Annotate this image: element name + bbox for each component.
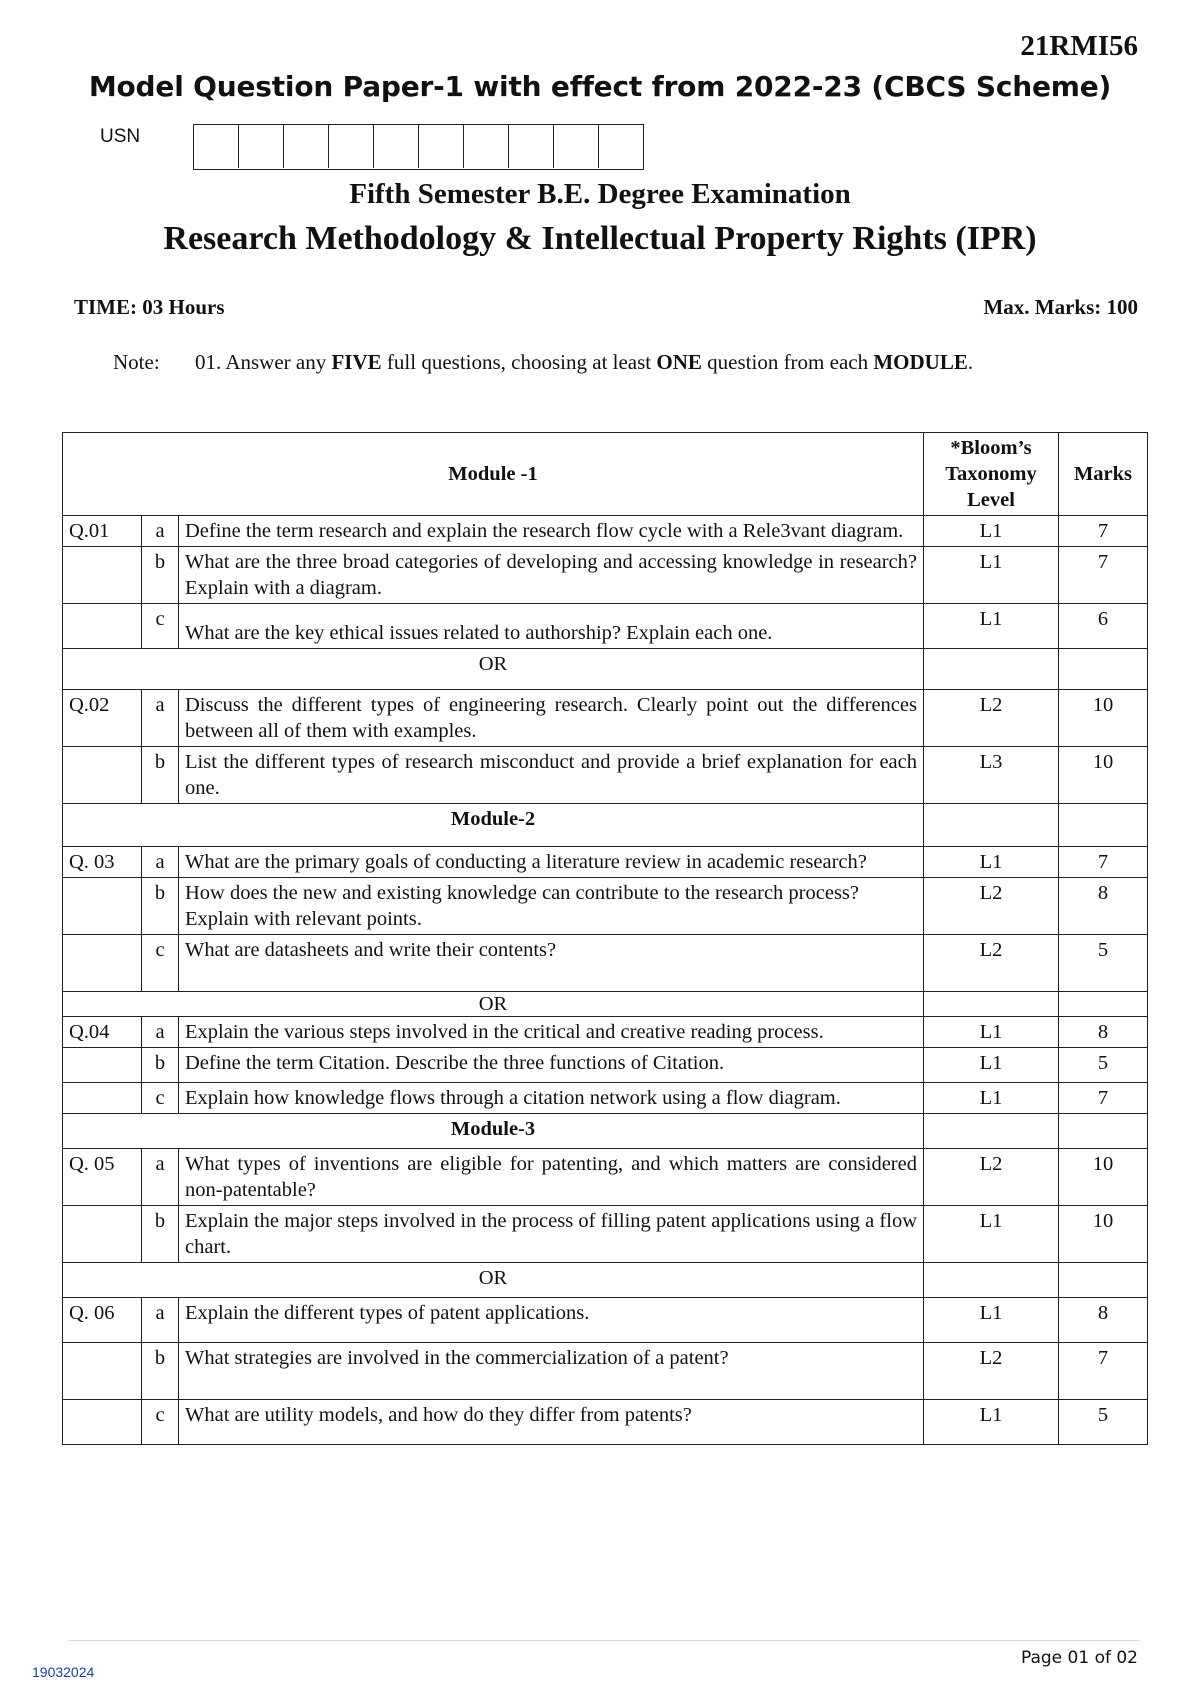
exam-time: TIME: 03 Hours	[74, 295, 225, 319]
bloom-level: L1	[924, 516, 1059, 547]
usn-label: USN	[100, 126, 141, 147]
usn-box	[194, 125, 239, 168]
table-row	[63, 690, 1148, 747]
table-row	[63, 1048, 1148, 1083]
marks-value: 8	[1059, 878, 1148, 935]
sub-question-label: a	[142, 1298, 179, 1343]
question-text: What are the primary goals of conducting a literature review in academic research?	[179, 847, 924, 878]
sub-question-label: c	[142, 1083, 179, 1114]
bloom-level: L2	[924, 1149, 1059, 1206]
marks-value: 10	[1059, 1149, 1148, 1206]
marks-value: 5	[1059, 1400, 1148, 1445]
marks-value: 10	[1059, 747, 1148, 804]
sub-question-label: c	[142, 1400, 179, 1445]
question-text: What are the three broad categories of developing and accessing knowledge in research? Explain with a diagram.	[179, 547, 924, 604]
question-text: Discuss the different types of engineering research. Clearly point out the differences between all of them with examples.	[179, 690, 924, 747]
usn-box	[374, 125, 419, 168]
marks-value: 7	[1059, 847, 1148, 878]
sub-question-label: b	[142, 1343, 179, 1400]
question-text: What are the key ethical issues related to authorship? Explain each one.	[179, 604, 924, 649]
bloom-level: L1	[924, 1400, 1059, 1445]
usn-box	[284, 125, 329, 168]
sub-question-label: b	[142, 1206, 179, 1263]
usn-box	[329, 125, 374, 168]
sub-question-label: b	[142, 878, 179, 935]
question-number: Q. 03	[63, 847, 142, 878]
table-row	[63, 1298, 1148, 1343]
bloom-level: L1	[924, 1206, 1059, 1263]
marks-value: 8	[1059, 1017, 1148, 1048]
marks-value: 6	[1059, 604, 1148, 649]
question-table	[62, 432, 1148, 1445]
usn-box	[419, 125, 464, 168]
module-row	[63, 804, 1148, 847]
sub-question-label: a	[142, 847, 179, 878]
note-text: 01. Answer any FIVE full questions, choosing at least ONE question from each MODULE.	[195, 350, 974, 374]
usn-box	[464, 125, 509, 168]
question-number: Q. 06	[63, 1298, 142, 1343]
usn-boxes	[193, 124, 644, 170]
table-row	[63, 1083, 1148, 1114]
bloom-level: L3	[924, 747, 1059, 804]
question-text: What strategies are involved in the commercialization of a patent?	[179, 1343, 924, 1400]
question-text: Explain the major steps involved in the process of filling patent applications using a flow chart.	[179, 1206, 924, 1263]
sub-question-label: b	[142, 1048, 179, 1083]
table-row	[63, 878, 1148, 935]
bloom-level: L2	[924, 878, 1059, 935]
table-row	[63, 747, 1148, 804]
bloom-level: L1	[924, 604, 1059, 649]
marks-value: 7	[1059, 1343, 1148, 1400]
or-label: OR	[63, 649, 924, 690]
bloom-level: L1	[924, 1017, 1059, 1048]
marks-header: Marks	[1059, 433, 1148, 516]
table-row	[63, 935, 1148, 992]
table-row	[63, 1206, 1148, 1263]
marks-value: 7	[1059, 1083, 1148, 1114]
bloom-level: L1	[924, 1298, 1059, 1343]
bloom-level: L1	[924, 547, 1059, 604]
sub-question-label: c	[142, 935, 179, 992]
marks-value: 7	[1059, 516, 1148, 547]
semester-heading: Fifth Semester B.E. Degree Examination	[349, 178, 851, 210]
usn-box	[509, 125, 554, 168]
question-number: Q. 05	[63, 1149, 142, 1206]
marks-value: 7	[1059, 547, 1148, 604]
table-row	[63, 1400, 1148, 1445]
question-text: Explain the different types of patent applications.	[179, 1298, 924, 1343]
table-row	[63, 604, 1148, 649]
or-row	[63, 1263, 1148, 1298]
marks-value: 10	[1059, 1206, 1148, 1263]
table-row	[63, 1343, 1148, 1400]
question-text: List the different types of research misconduct and provide a brief explanation for each one.	[179, 747, 924, 804]
table-row	[63, 847, 1148, 878]
page-number: Page 01 of 02	[1020, 1648, 1138, 1668]
bloom-level: L2	[924, 935, 1059, 992]
footer-divider	[68, 1640, 1140, 1641]
sub-question-label: a	[142, 1149, 179, 1206]
usn-box	[599, 125, 643, 168]
bloom-level: L1	[924, 1083, 1059, 1114]
marks-value: 10	[1059, 690, 1148, 747]
sub-question-label: c	[142, 604, 179, 649]
question-text: What types of inventions are eligible for patenting, and which matters are considered non-patentable?	[179, 1149, 924, 1206]
bloom-level: L1	[924, 1048, 1059, 1083]
question-text: Define the term research and explain the research flow cycle with a Rele3vant diagram.	[179, 516, 924, 547]
usn-box	[554, 125, 599, 168]
course-code: 21RMI56	[1020, 30, 1138, 62]
marks-value: 8	[1059, 1298, 1148, 1343]
question-text: What are utility models, and how do they differ from patents?	[179, 1400, 924, 1445]
module-1-header: Module -1	[63, 433, 924, 516]
or-label: OR	[63, 1263, 924, 1298]
table-header-row	[63, 433, 1148, 516]
marks-value: 5	[1059, 935, 1148, 992]
paper-title: Model Question Paper-1 with effect from 2022-23 (CBCS Scheme)	[88, 70, 1112, 103]
sub-question-label: a	[142, 516, 179, 547]
question-number: Q.02	[63, 690, 142, 747]
question-text: How does the new and existing knowledge can contribute to the research process? Explain with relevant points.	[179, 878, 924, 935]
sub-question-label: a	[142, 690, 179, 747]
module-2-header: Module-2	[63, 804, 924, 847]
or-row	[63, 992, 1148, 1017]
table-row	[63, 1017, 1148, 1048]
module-row	[63, 1114, 1148, 1149]
question-text: What are datasheets and write their contents?	[179, 935, 924, 992]
table-row	[63, 547, 1148, 604]
subject-heading: Research Methodology & Intellectual Property Rights (IPR)	[163, 220, 1037, 257]
bloom-level: L2	[924, 1343, 1059, 1400]
question-number: Q.04	[63, 1017, 142, 1048]
or-row	[63, 649, 1148, 690]
question-text: Explain the various steps involved in the critical and creative reading process.	[179, 1017, 924, 1048]
or-label: OR	[63, 992, 924, 1017]
note-label: Note:	[113, 350, 160, 374]
bloom-level: L2	[924, 690, 1059, 747]
instructions-note	[113, 350, 973, 375]
document-id: 19032024	[32, 1664, 95, 1680]
module-3-header: Module-3	[63, 1114, 924, 1149]
question-text: Explain how knowledge flows through a citation network using a flow diagram.	[179, 1083, 924, 1114]
max-marks: Max. Marks: 100	[983, 295, 1138, 319]
question-text: Define the term Citation. Describe the three functions of Citation.	[179, 1048, 924, 1083]
sub-question-label: b	[142, 747, 179, 804]
table-row	[63, 516, 1148, 547]
table-row	[63, 1149, 1148, 1206]
usn-box	[239, 125, 284, 168]
sub-question-label: a	[142, 1017, 179, 1048]
marks-value: 5	[1059, 1048, 1148, 1083]
question-number: Q.01	[63, 516, 142, 547]
bloom-level: L1	[924, 847, 1059, 878]
sub-question-label: b	[142, 547, 179, 604]
bloom-header: *Bloom’s Taxonomy Level	[924, 433, 1059, 516]
